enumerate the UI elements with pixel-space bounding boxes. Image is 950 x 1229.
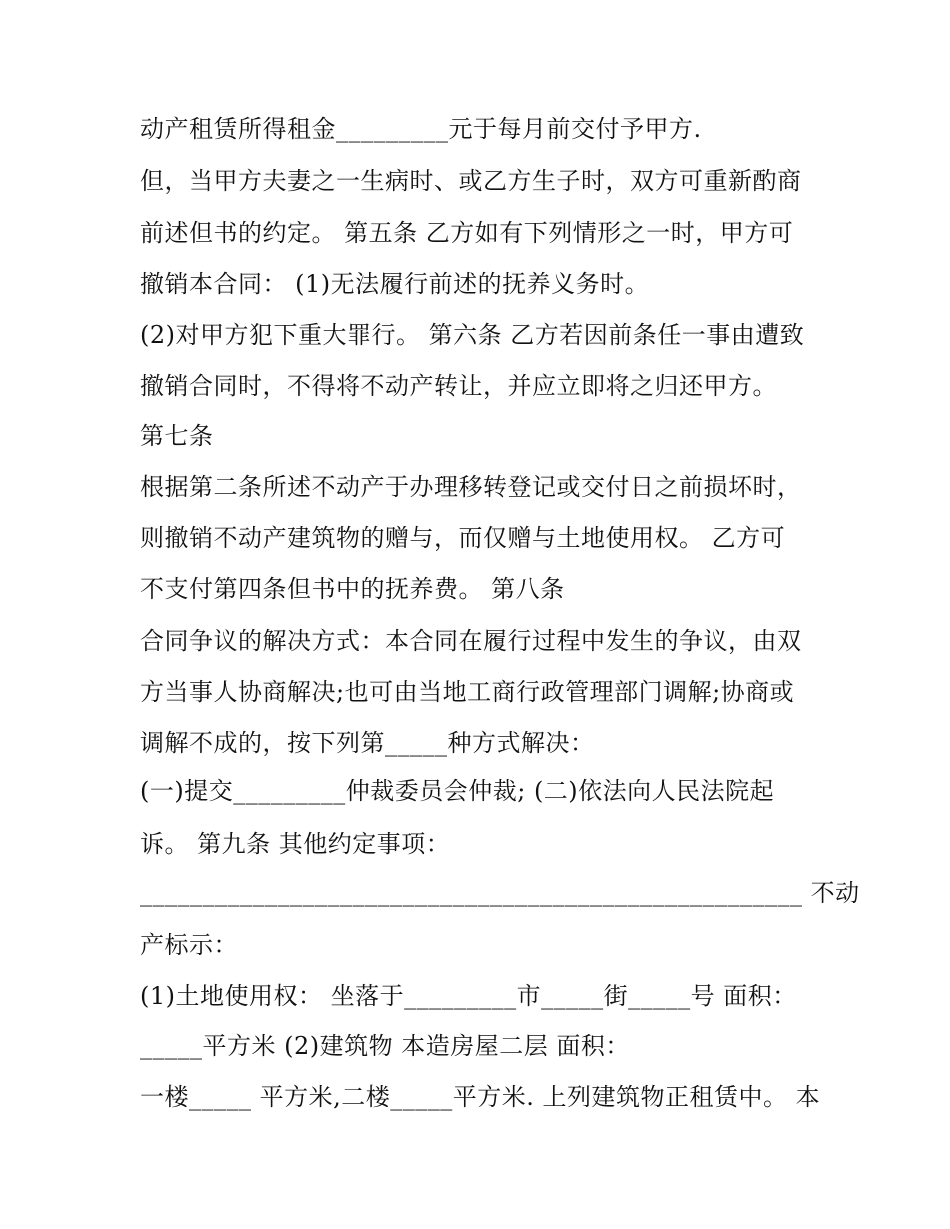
text-line-9: 则撤销不动产建筑物的赠与，而仅赠与土地使用权。 乙方可 [140,524,786,552]
text-line-3: 前述但书的约定。 第五条 乙方如有下列情形之一时，甲方可 [140,219,794,247]
text-line-5: (2)对甲方犯下重大罪行。 第六条 乙方若因前条任一事由遭致 [140,321,805,349]
text-line-20: 一楼_____ 平方米,二楼_____平方米. 上列建筑物正租赁中。 本 [140,1083,821,1111]
text-line-13: 调解不成的，按下列第_____种方式解决： [140,729,595,757]
section-heading-article-7: 第七条 [140,422,214,450]
text-line-1: 动产租赁所得租金_________元于每月前交付予甲方. [140,115,702,143]
text-line-19: _____平方米 (2)建筑物 本造房屋二层 面积： [140,1032,630,1060]
text-line-2: 但，当甲方夫妻之一生病时、或乙方生子时，双方可重新酌商 [140,167,802,195]
text-line-15: 诉。 第九条 其他约定事项： [140,830,451,858]
text-line-16: _____________________________________________________ 不动 [140,879,860,907]
text-line-11: 合同争议的解决方式：本合同在履行过程中发生的争议，由双 [140,627,802,655]
text-line-17: 产标示： [140,931,238,959]
text-line-10: 不支付第四条但书中的抚养费。 第八条 [140,575,565,603]
text-line-6: 撤销合同时，不得将不动产转让，并应立即将之归还甲方。 [140,372,777,400]
text-line-14: (一)提交_________仲裁委员会仲裁; (二)依法向人民法院起 [140,777,775,805]
text-line-12: 方当事人协商解决;也可由当地工商行政管理部门调解;协商或 [140,678,795,706]
text-line-18: (1)土地使用权： 坐落于_________市_____街_____号 面积： [140,982,797,1010]
text-line-4: 撤销本合同： (1)无法履行前述的抚养义务时。 [140,270,650,298]
text-line-8: 根据第二条所述不动产于办理移转登记或交付日之前损坏时， [140,473,802,501]
